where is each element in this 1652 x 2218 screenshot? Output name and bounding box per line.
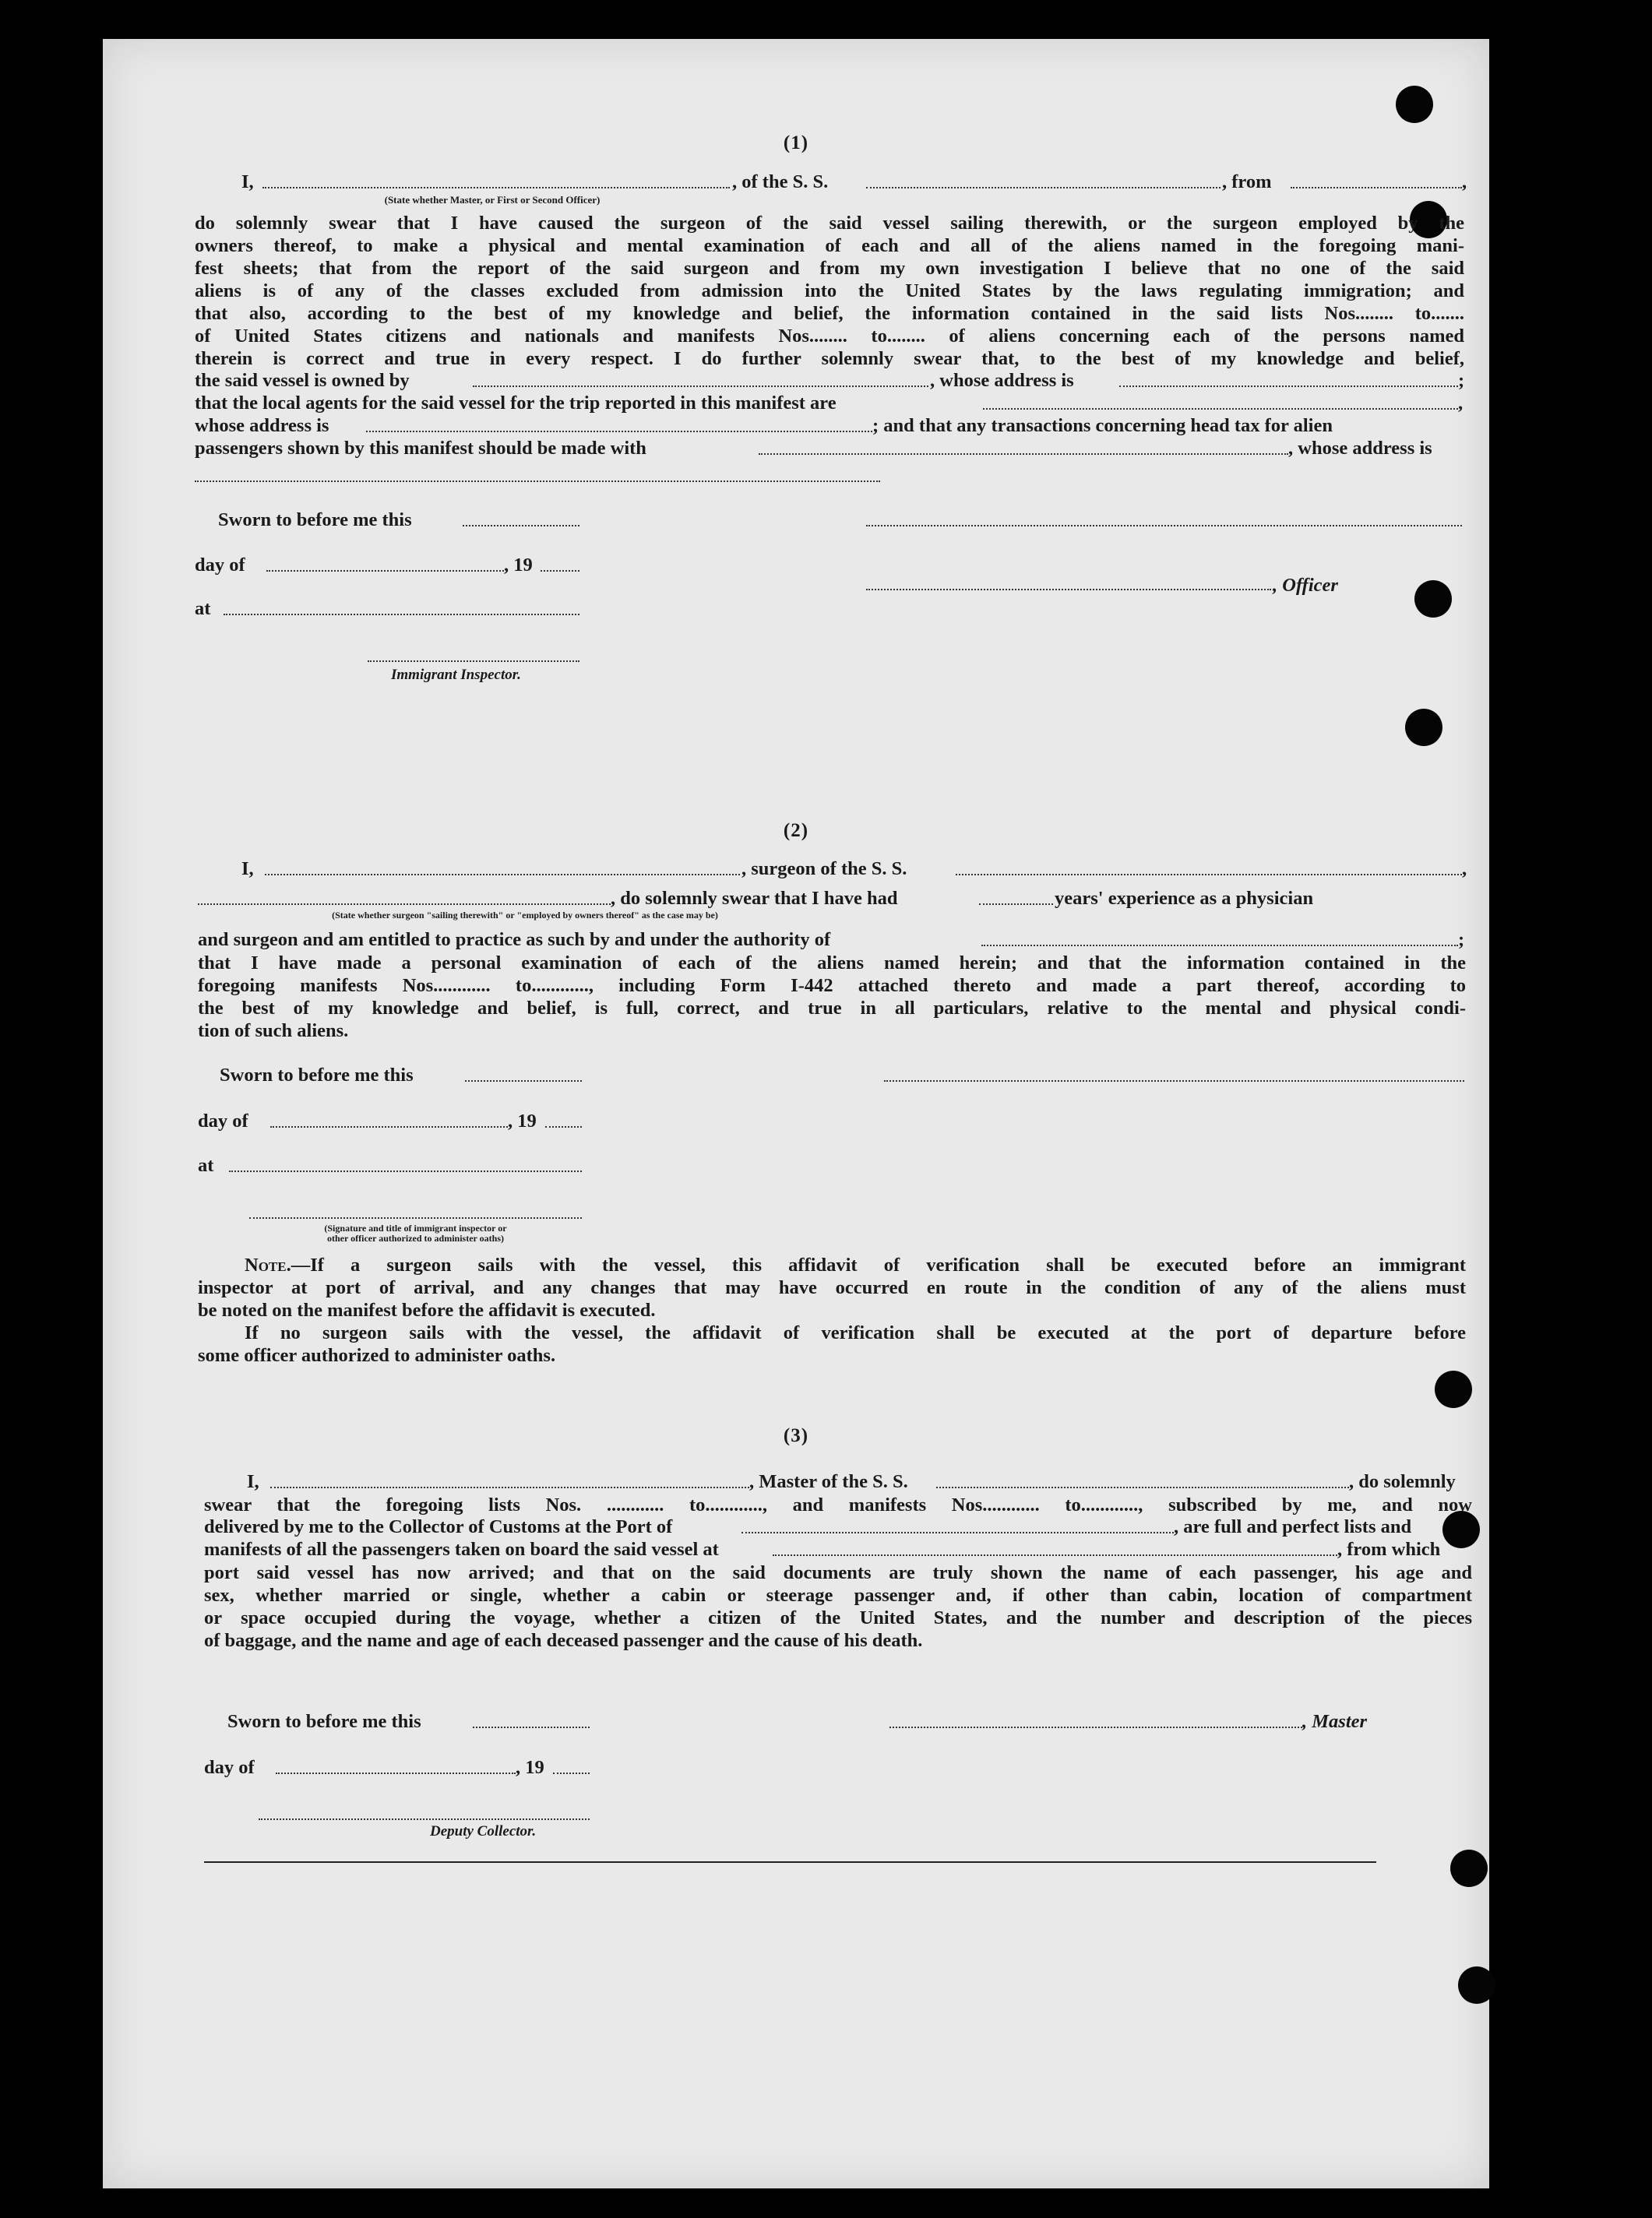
s1-sworn: Sworn to before me this: [218, 509, 412, 530]
section-3-number: (3): [783, 1425, 809, 1446]
s1-head-tax-line[interactable]: [759, 453, 1288, 455]
s2-note-line: If no surgeon sails with the vessel, the affidavit of verification shall be executed at the port of departure before: [245, 1322, 1466, 1343]
s3-year-line[interactable]: [553, 1773, 590, 1774]
s2-note-line: some officer authorized to administer oaths.: [198, 1345, 556, 1366]
s1-owned-by: the said vessel is owned by: [195, 370, 410, 391]
note-label: Note.: [245, 1255, 291, 1276]
s1-line: owners thereof, to make a physical and mental examination of each and all of the aliens named in the foregoing mani-: [195, 235, 1464, 256]
s1-whose-address: , whose address is: [930, 370, 1074, 391]
s1-day-line[interactable]: [266, 570, 504, 572]
s2-sig-caption-2: other officer authorized to administer oaths): [327, 1233, 504, 1244]
punch-hole: [1450, 1850, 1488, 1887]
s1-line: that also, according to the best of my knowledge and belief, the information contained in the said lists Nos........ to.......: [195, 303, 1464, 324]
section-2-body: [198, 952, 1466, 1042]
s2-line: the best of my knowledge and belief, is full, correct, and true in all particulars, relative to the mental and physical condi-: [198, 998, 1466, 1019]
s2-sworn: Sworn to before me this: [220, 1065, 414, 1086]
s2-at: at: [198, 1155, 214, 1176]
s2-name-line[interactable]: [265, 874, 740, 875]
s1-at-line[interactable]: [224, 614, 579, 615]
s2-surgeon-caption: (State whether surgeon "sailing therewith" or "employed by owners thereof" as the case may be): [332, 910, 718, 921]
s1-day-of: day of: [195, 554, 245, 576]
s1-inspector: Immigrant Inspector.: [391, 667, 521, 683]
section-3-line-2: [204, 1494, 1472, 1516]
s2-note-line: [198, 1254, 1466, 1276]
section-1-number: (1): [783, 132, 809, 153]
s3-ship-line[interactable]: [936, 1487, 1349, 1488]
s2-years-line[interactable]: [979, 903, 1053, 905]
s2-solemnly: , do solemnly swear that I have had: [611, 888, 898, 909]
s2-surgeon-of: , surgeon of the S. S.: [741, 858, 907, 879]
s3-day-line[interactable]: [276, 1773, 516, 1774]
s2-line: tion of such aliens.: [198, 1020, 349, 1041]
s3-i: I,: [247, 1471, 259, 1492]
s2-at-line[interactable]: [229, 1171, 582, 1172]
punch-hole: [1442, 1511, 1480, 1548]
punch-hole: [1396, 86, 1433, 123]
s2-sig-caption-1: (Signature and title of immigrant inspector or: [324, 1223, 507, 1234]
s3-full-perfect: , are full and perfect lists and: [1174, 1516, 1412, 1537]
s3-manifests: manifests of all the passengers taken on board the said vessel at: [204, 1539, 719, 1560]
form-page: [103, 39, 1489, 2188]
s1-whose-address-3: , whose address is: [1288, 438, 1432, 459]
s2-signature-line[interactable]: [884, 1080, 1464, 1082]
section-1-body: [195, 212, 1464, 370]
s2-day-line[interactable]: [270, 1126, 508, 1128]
s3-name-line[interactable]: [270, 1487, 749, 1488]
s1-comma: ,: [1462, 171, 1467, 192]
s1-of-ss: , of the S. S.: [732, 171, 829, 192]
s2-year: , 19: [508, 1111, 537, 1132]
section-2-number: (2): [783, 820, 809, 841]
s1-sworn-line[interactable]: [463, 525, 579, 526]
s3-collector: Deputy Collector.: [430, 1823, 537, 1840]
s2-surgeon-type-line[interactable]: [198, 903, 611, 905]
s1-line: aliens is of any of the classes excluded from admission into the United States by the laws regulating immigration; and: [195, 280, 1464, 301]
s3-master: , Master: [1302, 1711, 1368, 1732]
s1-agents-line[interactable]: [983, 408, 1458, 410]
s2-ship-line[interactable]: [956, 874, 1462, 875]
punch-hole: [1458, 1966, 1495, 2004]
s3-line: of baggage, and the name and age of each deceased passenger and the cause of his death.: [204, 1630, 923, 1651]
s3-boarding-line[interactable]: [773, 1554, 1337, 1556]
s1-from: , from: [1222, 171, 1272, 192]
s2-line: that I have made a personal examination of each of the aliens named herein; and that the information contained in the: [198, 952, 1466, 973]
s1-continuation-line[interactable]: [195, 481, 880, 482]
s1-semicolon: ;: [1458, 370, 1465, 391]
s3-master-of: , Master of the S. S.: [749, 1471, 908, 1492]
section-3-body: [204, 1561, 1472, 1652]
s3-sworn: Sworn to before me this: [227, 1711, 421, 1732]
s3-line: sex, whether married or single, whether a cabin or steerage passenger and, if other than cabin, location of compartment: [204, 1585, 1472, 1606]
s1-name-line[interactable]: [262, 187, 730, 188]
bottom-rule: [204, 1861, 1376, 1863]
s1-owner-line[interactable]: [473, 386, 928, 387]
s1-head-tax: ; and that any transactions concerning head tax for alien: [872, 415, 1333, 436]
s2-comma: ,: [1462, 858, 1467, 879]
s2-authority: and surgeon and am entitled to practice as such by and under the authority of: [198, 929, 831, 950]
s1-ship-line[interactable]: [866, 187, 1221, 188]
s2-day-of: day of: [198, 1111, 248, 1132]
s1-agents-address-line[interactable]: [366, 431, 872, 432]
s1-local-agents: that the local agents for the said vessel for the trip reported in this manifest are: [195, 393, 837, 414]
s3-port-line[interactable]: [741, 1532, 1174, 1533]
s1-officer-caption: (State whether Master, or First or Second Officer): [384, 194, 601, 206]
s1-signature-line[interactable]: [866, 525, 1462, 526]
s2-line: foregoing manifests Nos............ to............, including Form I-442 attached thereto and made a part thereof, according to: [198, 975, 1466, 996]
s3-from-which: , from which: [1337, 1539, 1441, 1560]
punch-hole: [1405, 709, 1442, 746]
s1-line: do solemnly swear that I have caused the surgeon of the said vessel sailing therewith, or the surgeon employed by the: [195, 213, 1464, 234]
s1-passengers: passengers shown by this manifest should be made with: [195, 438, 646, 459]
s2-year-line[interactable]: [545, 1126, 582, 1128]
s1-inspector-line[interactable]: [368, 660, 579, 662]
s2-semicolon: ;: [1458, 929, 1465, 950]
s3-line: swear that the foregoing lists Nos. ............ to............, and manifests Nos............ to............, subscribed by me, and now: [204, 1495, 1472, 1516]
s1-officer-line[interactable]: [866, 589, 1271, 590]
s3-year: , 19: [516, 1757, 544, 1778]
punch-hole: [1414, 580, 1452, 618]
s2-sworn-line[interactable]: [465, 1080, 582, 1082]
s3-line: or space occupied during the voyage, whether a citizen of the United States, and the number and description of the pieces: [204, 1607, 1472, 1628]
s3-line: port said vessel has now arrived; and that on the said documents are truly shown the name of each passenger, his age and: [204, 1562, 1472, 1583]
s2-inspector-line[interactable]: [249, 1217, 582, 1219]
s2-note-line: be noted on the manifest before the affidavit is executed.: [198, 1300, 656, 1321]
s3-master-signature-line[interactable]: [889, 1727, 1302, 1728]
s1-comma-2: ,: [1458, 393, 1464, 414]
s1-line: of United States citizens and nationals and manifests Nos........ to........ of aliens concerning each of the persons named: [195, 326, 1464, 347]
s1-officer: , Officer: [1273, 575, 1338, 596]
s1-year: , 19: [504, 554, 533, 576]
s1-owner-address-line[interactable]: [1119, 386, 1458, 387]
punch-hole: [1435, 1371, 1472, 1408]
s1-year-line[interactable]: [541, 570, 579, 572]
s1-i: I,: [241, 171, 254, 192]
s2-authority-line[interactable]: [981, 945, 1458, 946]
s1-at: at: [195, 598, 211, 619]
note-text: —If a surgeon sails with the vessel, this affidavit of verification shall be executed before an immigrant: [291, 1255, 1466, 1276]
s3-delivered: delivered by me to the Collector of Customs at the Port of: [204, 1516, 673, 1537]
s1-line: therein is correct and true in every respect. I do further solemnly swear that, to the best of my knowledge and belief,: [195, 348, 1464, 369]
s3-collector-line[interactable]: [259, 1818, 590, 1820]
section-2-note: [198, 1254, 1466, 1367]
s2-years: years' experience as a physician: [1055, 888, 1314, 909]
s1-line: fest sheets; that from the report of the said surgeon and from my own investigation I believe that no one of the said: [195, 258, 1464, 279]
s3-do-solemnly: , do solemnly: [1349, 1471, 1456, 1492]
s1-from-line[interactable]: [1291, 187, 1462, 188]
s2-i: I,: [241, 858, 254, 879]
s1-whose-address-2: whose address is: [195, 415, 329, 436]
s3-day-of: day of: [204, 1757, 255, 1778]
s3-sworn-line[interactable]: [473, 1727, 590, 1728]
s2-note-line: inspector at port of arrival, and any changes that may have occurred en route in the condition of any of the aliens must: [198, 1277, 1466, 1298]
